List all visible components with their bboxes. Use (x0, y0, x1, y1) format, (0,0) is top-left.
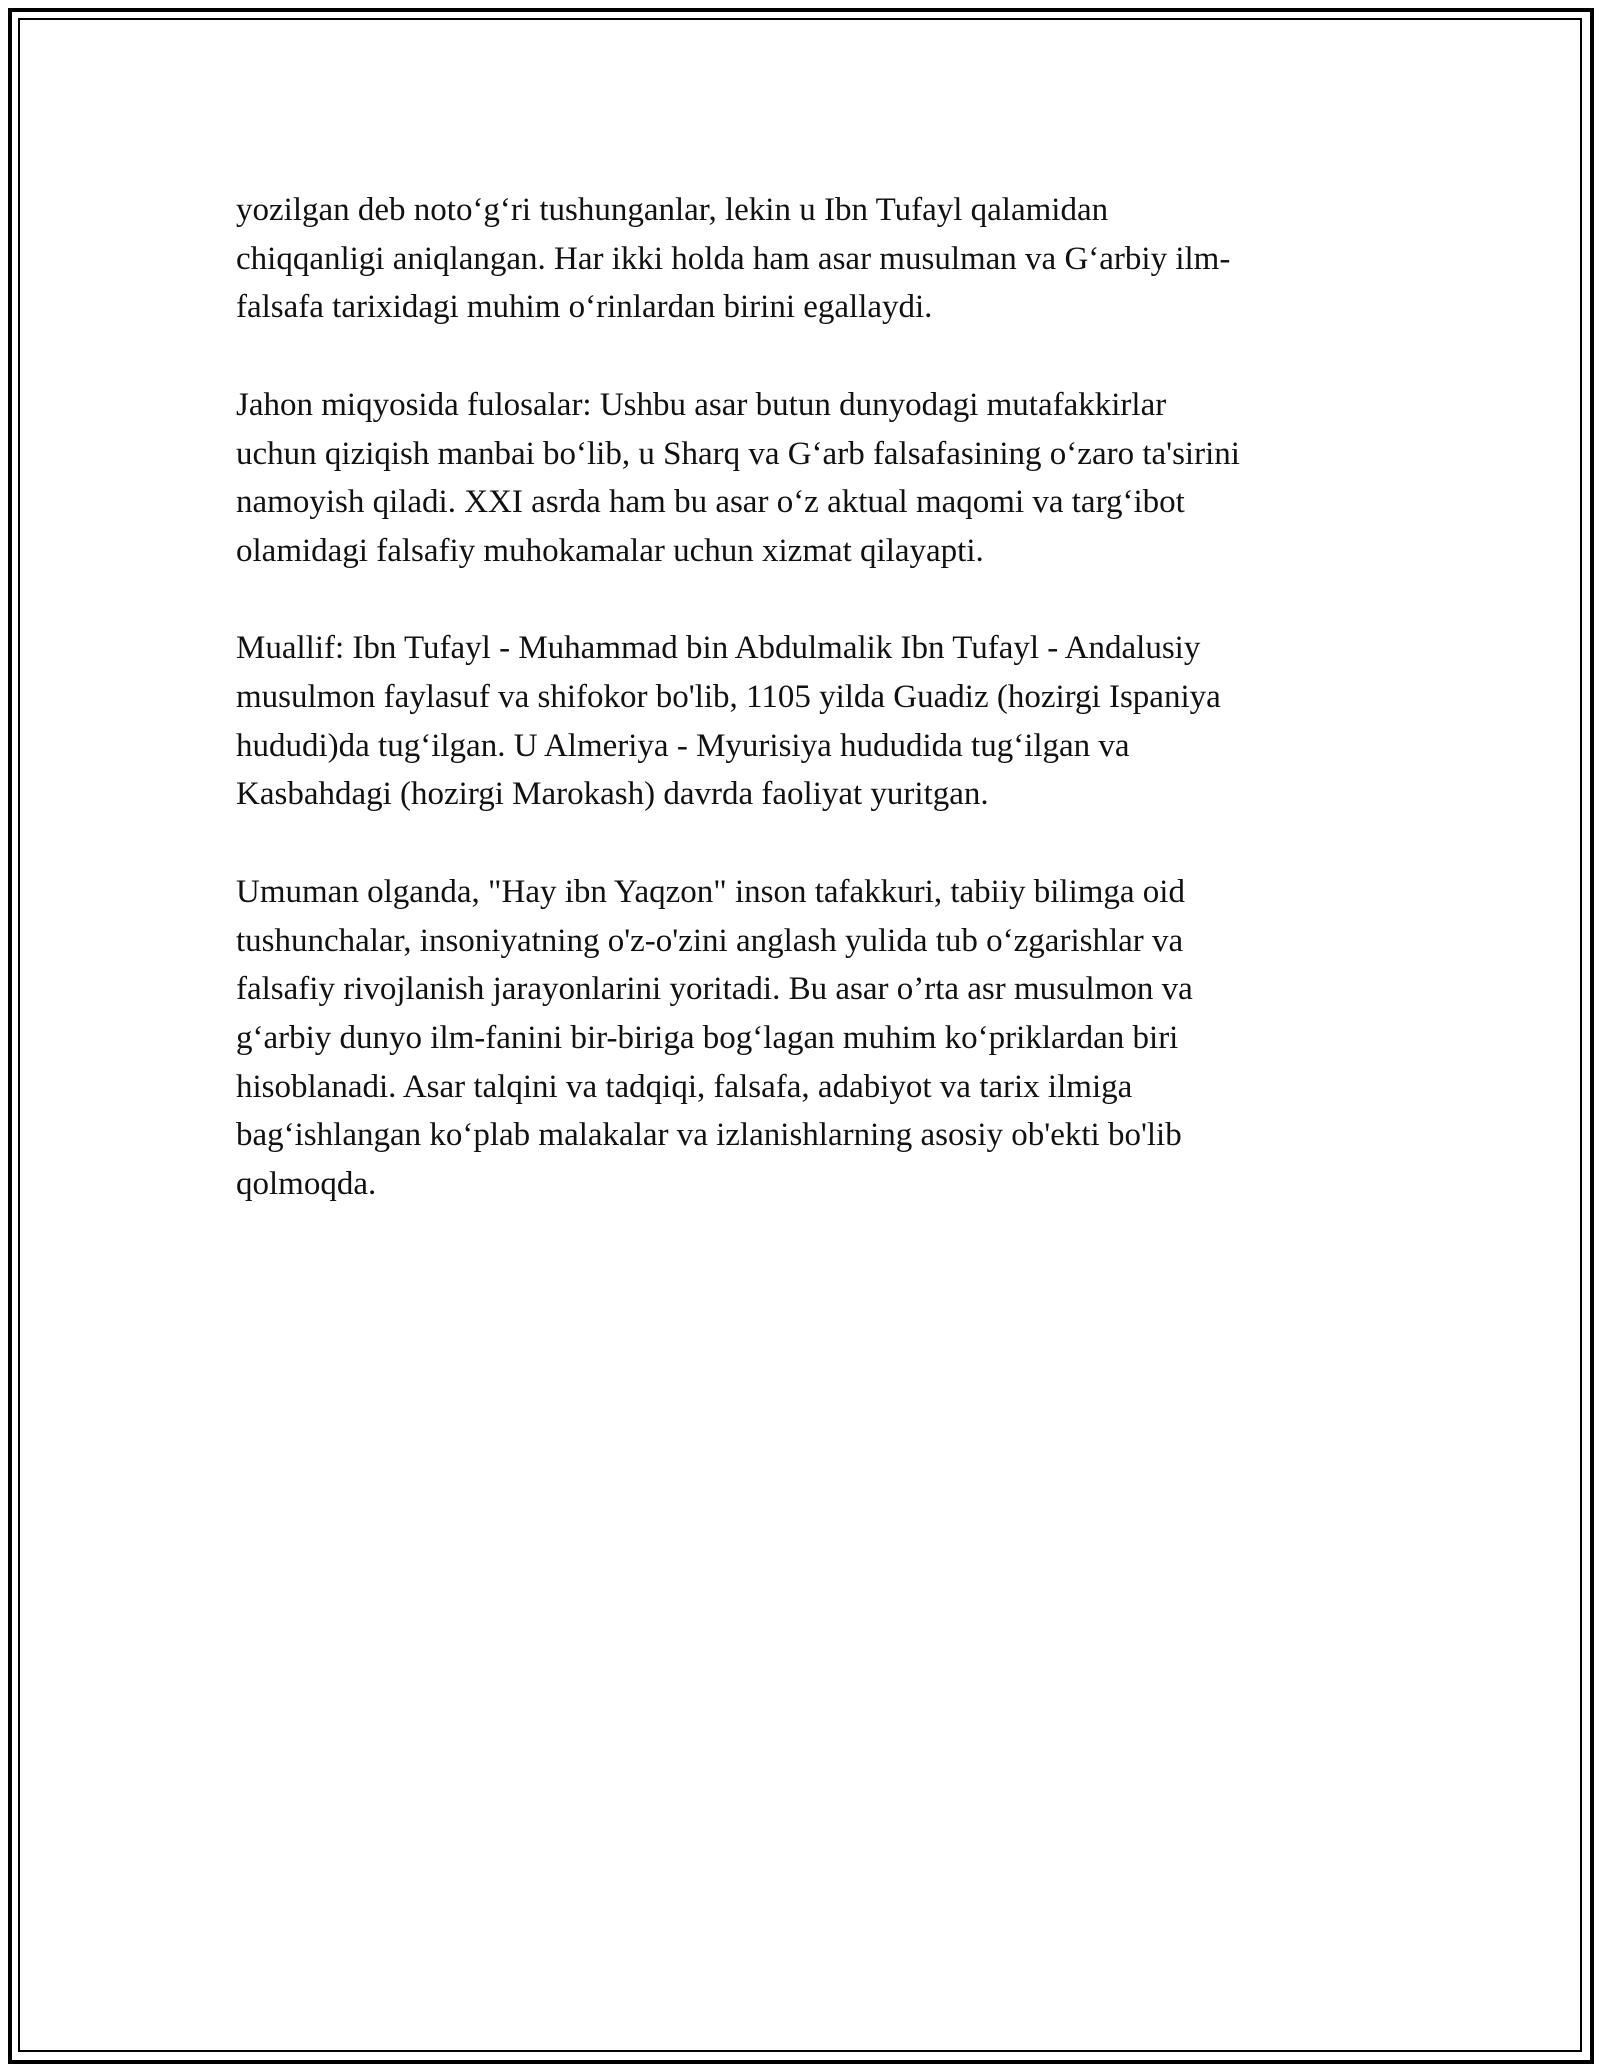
text-line: musulmon faylasuf va shifokor bo'lib, 1105 yilda Guadiz (hozirgi Ispaniya (236, 679, 1221, 715)
document-body (236, 186, 1366, 1257)
text-line: Kasbahdagi (hozirgi Marokash) davrda faoliyat yuritgan. (236, 776, 989, 813)
text-line: chiqqanligi aniqlangan. Har ikki holda ham asar musulman va G‘arbiy ilm- (236, 240, 1231, 277)
text-line: Muallif: Ibn Tufayl - Muhammad bin Abdulmalik Ibn Tufayl - Andalusiy (236, 630, 1201, 667)
text-line: hududi)da tug‘ilgan. U Almeriya - Myurisiya hududida tug‘ilgan va (236, 727, 1130, 764)
text-line: yozilgan deb noto‘g‘ri tushunganlar, lekin u Ibn Tufayl qalamidan (236, 192, 1109, 228)
text-line: olamidagi falsafiy muhokamalar uchun xizmat qilayapti. (236, 532, 984, 569)
paragraph-conclusion (236, 868, 1366, 1209)
text-line: Umuman olganda, "Hay ibn Yaqzon" inson tafakkuri, tabiiy bilimga oid (236, 873, 1185, 910)
text-line: hisoblanadi. Asar talqini va tadqiqi, falsafa, adabiyot va tarix ilmiga (236, 1068, 1133, 1105)
text-line: falsafiy rivojlanish jarayonlarini yoritadi. Bu asar o’rta asr musulmon va (236, 971, 1193, 1008)
text-line: namoyish qiladi. XXI asrda ham bu asar o‘z aktual maqomi va targ‘ibot (236, 484, 1185, 521)
text-line: bag‘ishlangan ko‘plab malakalar va izlanishlarning asosiy ob'ekti bo'lib (236, 1117, 1182, 1154)
text-line: qolmoqda. (236, 1166, 377, 1203)
text-line: g‘arbiy dunyo ilm-fanini bir-biriga bog‘lagan muhim ko‘priklardan biri (236, 1019, 1179, 1056)
paragraph-author (236, 624, 1366, 819)
text-line: tushunchalar, insoniyatning o'z-o'zini anglash yulida tub o‘zgarishlar va (236, 922, 1184, 959)
text-line: uchun qiziqish manbai bo‘lib, u Sharq va G‘arb falsafasining o‘zaro ta'sirini (236, 435, 1240, 472)
paragraph-intro-continuation (236, 186, 1366, 332)
paragraph-world-scale (236, 381, 1366, 576)
text-line: falsafa tarixidagi muhim o‘rinlardan birini egallaydi. (236, 289, 933, 326)
text-line: Jahon miqyosida fulosalar: Ushbu asar butun dunyodagi mutafakkirlar (236, 386, 1167, 423)
